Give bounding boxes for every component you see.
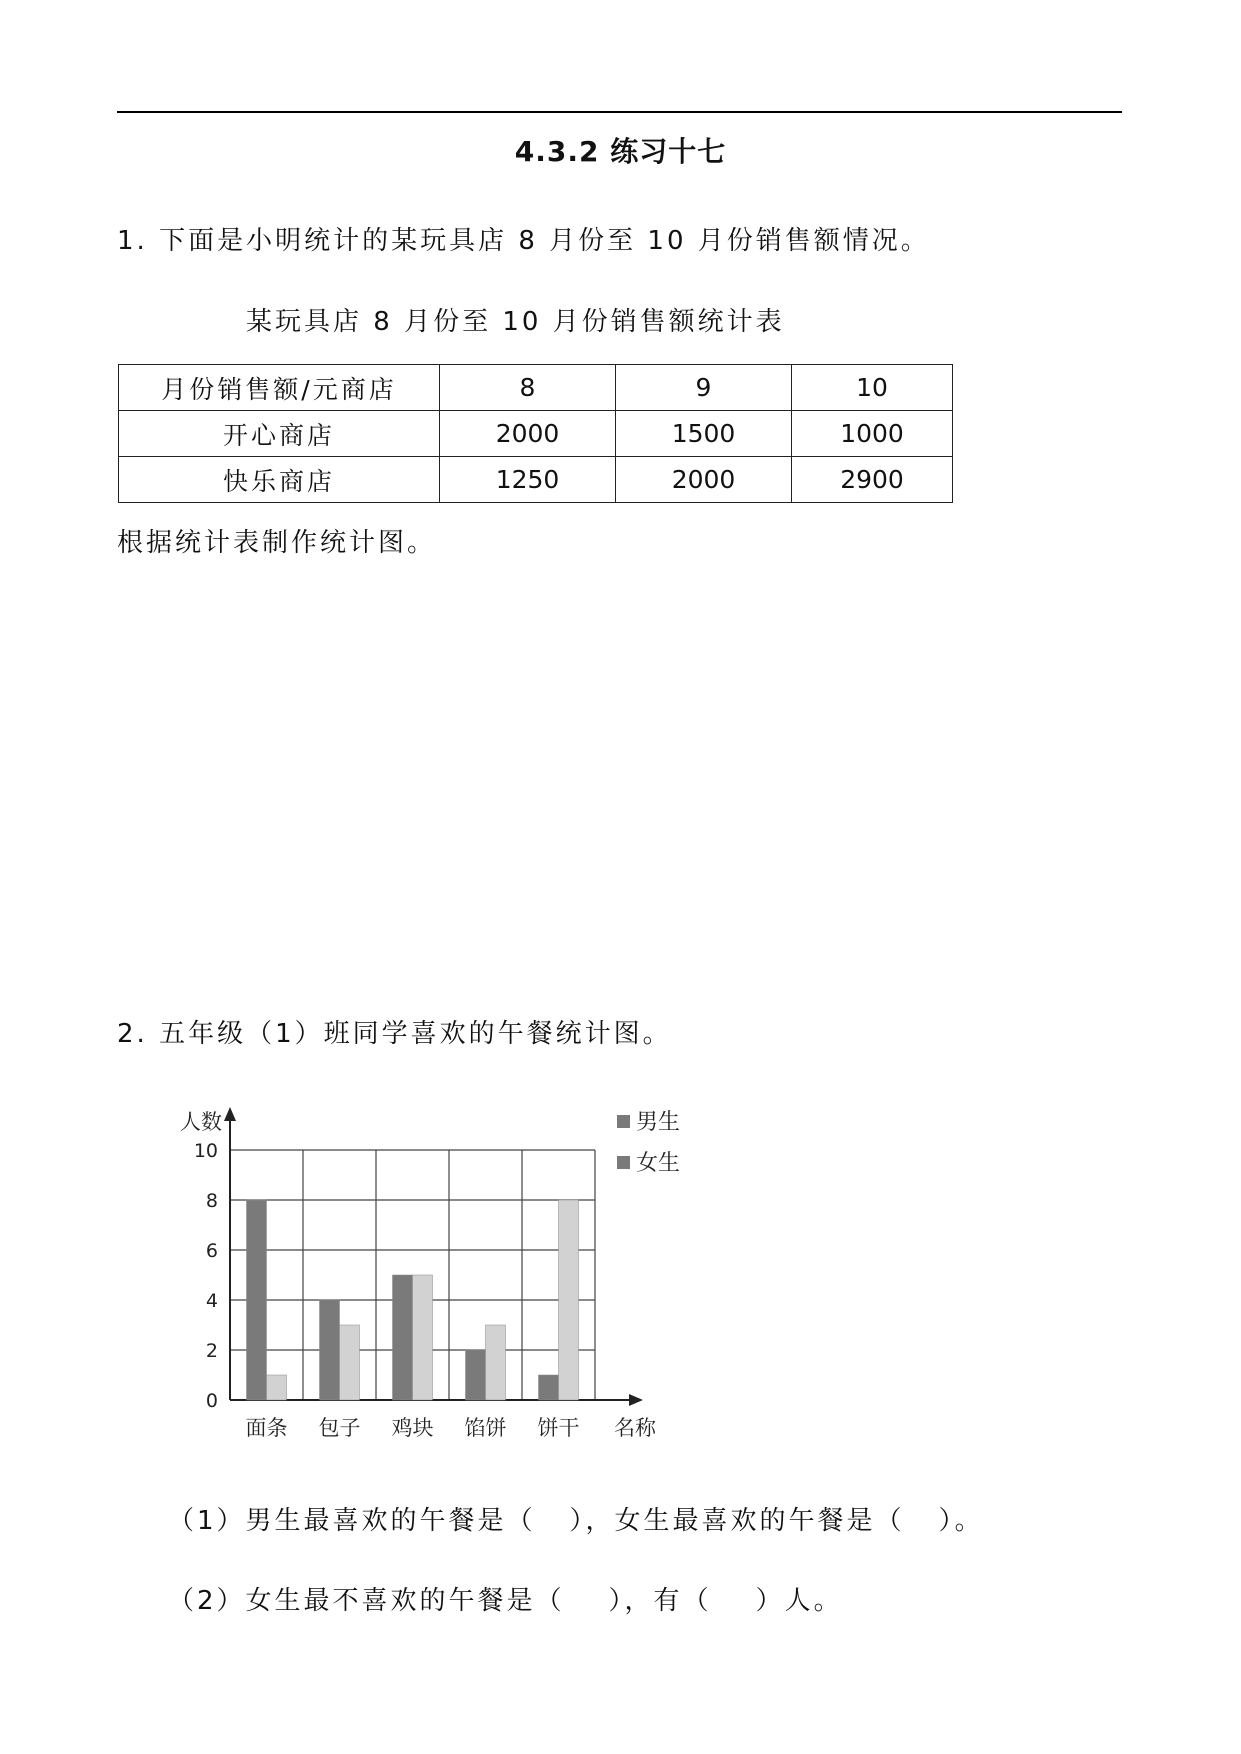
question-1-instruction: 根据统计表制作统计图。: [117, 528, 437, 558]
x-axis-label: 名称: [614, 1416, 656, 1440]
y-tick-label: 4: [205, 1290, 218, 1312]
table-row: [119, 457, 953, 503]
y-tick-label: 6: [205, 1240, 218, 1262]
legend-label: 女生: [636, 1151, 681, 1176]
sub-question-2: [168, 1580, 843, 1617]
lunch-bar-chart: [160, 1095, 720, 1465]
table-header-cell: 月份销售额/元商店: [119, 365, 440, 411]
table-row: [119, 411, 953, 457]
bar-女生-馅饼: [486, 1325, 506, 1400]
bar-男生-面条: [247, 1200, 267, 1400]
x-axis-arrow: [629, 1394, 643, 1406]
sub-question-2-suffix: ）人。: [755, 1586, 843, 1616]
question-2-text: 2. 五年级（1）班同学喜欢的午餐统计图。: [117, 1019, 672, 1049]
sales-table: [118, 364, 953, 503]
y-tick-label: 8: [205, 1190, 218, 1212]
page-title: 4.3.2 练习十七: [514, 135, 727, 168]
bar-男生-饼干: [539, 1375, 559, 1400]
table-header-cell: 8: [440, 365, 616, 411]
legend-label: 男生: [636, 1110, 681, 1135]
legend-swatch: [617, 1115, 630, 1128]
bar-女生-包子: [340, 1325, 360, 1400]
legend-swatch: [617, 1156, 630, 1169]
table-caption: 某玩具店 8 月份至 10 月份销售额统计表: [246, 307, 785, 337]
table-cell: 2000: [616, 457, 792, 503]
sub-question-1-middle: ），女生最喜欢的午餐是（: [569, 1506, 905, 1536]
x-tick-label: 包子: [318, 1416, 361, 1440]
y-axis-label: 人数: [180, 1110, 222, 1134]
bar-男生-馅饼: [466, 1350, 486, 1400]
sub-question-2-prefix: （2）女生最不喜欢的午餐是（: [168, 1586, 565, 1616]
y-axis-arrow: [224, 1107, 236, 1121]
y-tick-label: 2: [205, 1340, 218, 1362]
table-cell: 2900: [792, 457, 953, 503]
y-tick-label: 0: [205, 1390, 218, 1412]
sub-question-2-middle: ），有（: [608, 1586, 712, 1616]
x-tick-label: 饼干: [537, 1416, 580, 1440]
bar-女生-鸡块: [413, 1275, 433, 1400]
bar-女生-面条: [267, 1375, 287, 1400]
table-cell: 1250: [440, 457, 616, 503]
sub-question-1-suffix: ）。: [938, 1506, 984, 1536]
x-tick-label: 馅饼: [464, 1416, 507, 1440]
sub-question-1-prefix: （1）男生最喜欢的午餐是（: [168, 1506, 536, 1536]
x-tick-label: 面条: [245, 1416, 288, 1440]
table-header-cell: 10: [792, 365, 953, 411]
top-rule: [117, 111, 1122, 113]
sub-question-1: [168, 1500, 984, 1537]
x-tick-label: 鸡块: [391, 1416, 434, 1440]
table-cell: 2000: [440, 411, 616, 457]
table-cell: 快乐商店: [119, 457, 440, 503]
question-1-text: 1. 下面是小明统计的某玩具店 8 月份至 10 月份销售额情况。: [117, 226, 930, 256]
table-header-row: [119, 365, 953, 411]
bar-女生-饼干: [559, 1200, 579, 1400]
bar-男生-鸡块: [393, 1275, 413, 1400]
table-cell: 1000: [792, 411, 953, 457]
bar-男生-包子: [320, 1300, 340, 1400]
table-header-cell: 9: [616, 365, 792, 411]
table-cell: 1500: [616, 411, 792, 457]
y-tick-label: 10: [193, 1140, 218, 1162]
table-cell: 开心商店: [119, 411, 440, 457]
